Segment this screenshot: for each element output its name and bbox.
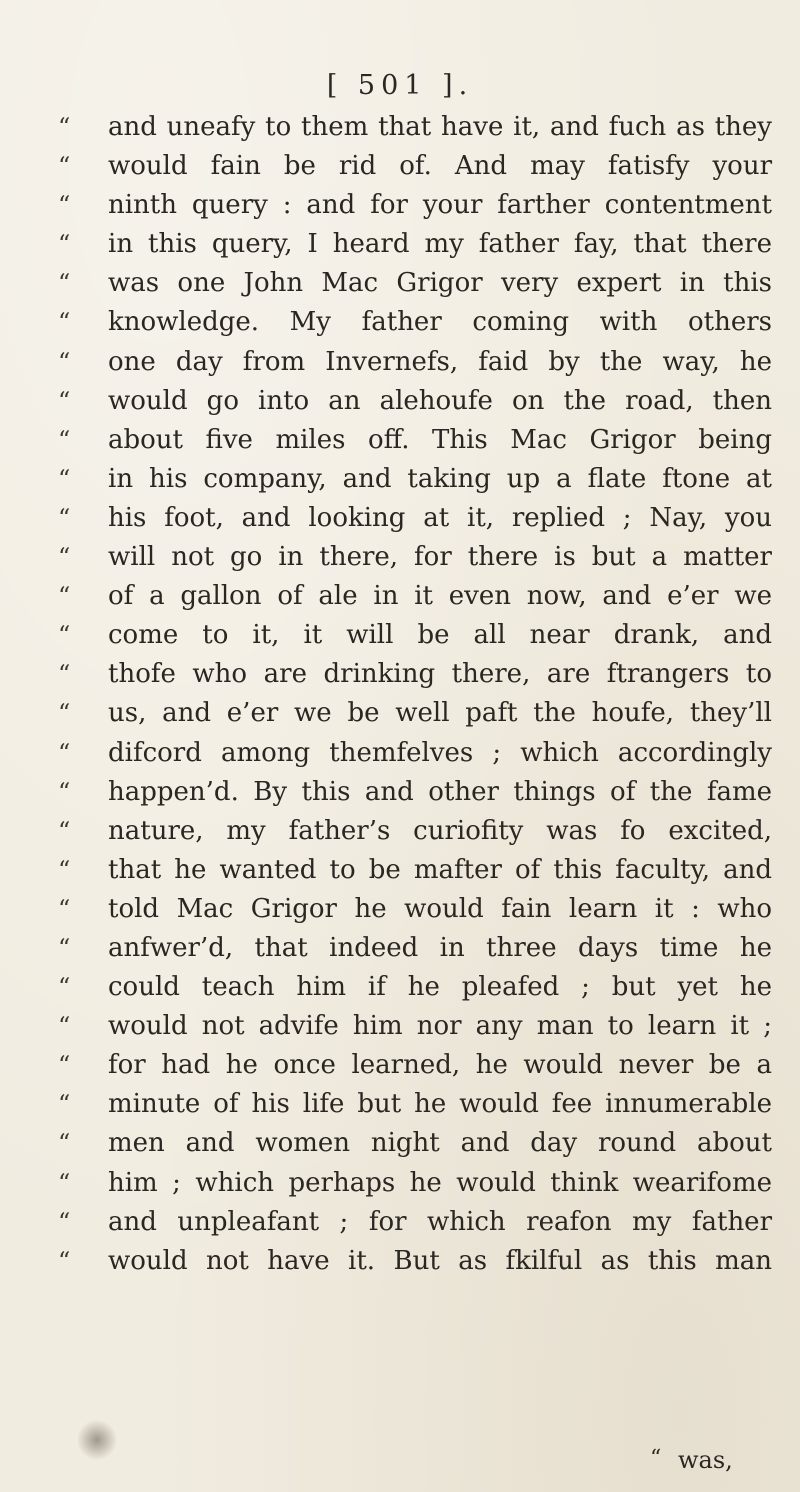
text-line [58, 616, 772, 655]
line-text: knowledge. My father coming with others [108, 307, 772, 338]
text-line [58, 968, 772, 1007]
quote-mark: “ [58, 738, 71, 767]
line-text: that he wanted to be mafter of this faculty, and [108, 854, 772, 885]
quote-mark: “ [650, 1446, 662, 1471]
text-line [58, 421, 772, 460]
line-text: would fain be rid of. And may fatisfy your [108, 151, 772, 182]
line-text: will not go in there, for there is but a matter [108, 542, 772, 573]
text-line [58, 734, 772, 773]
quote-mark: “ [58, 582, 71, 611]
text-line [58, 1203, 772, 1242]
quote-mark: “ [58, 1246, 71, 1275]
line-text: minute of his life but he would fee innumerable [108, 1089, 772, 1120]
line-text: anfwer’d, that indeed in three days time he [108, 932, 772, 963]
line-text: was one John Mac Grigor very expert in this [108, 268, 772, 299]
quote-mark: “ [58, 894, 71, 923]
text-line [58, 1164, 772, 1203]
text-line [58, 929, 772, 968]
line-text: ninth query : and for your farther contentment [108, 190, 772, 221]
text-line [58, 186, 772, 225]
quote-mark: “ [58, 191, 71, 220]
line-text: would go into an alehoufe on the road, then [108, 385, 772, 416]
line-text: for had he once learned, he would never be a [108, 1050, 772, 1081]
text-line [58, 773, 772, 812]
quote-mark: “ [58, 152, 71, 181]
quote-mark: “ [58, 308, 71, 337]
quote-mark: “ [58, 347, 71, 376]
text-line [58, 1085, 772, 1124]
quote-mark: “ [58, 1168, 71, 1197]
line-text: one day from Invernefs, faid by the way, he [108, 346, 772, 377]
quote-mark: “ [58, 933, 71, 962]
quote-mark: “ [58, 543, 71, 572]
line-text: would not have it. But as fkilful as this man [108, 1245, 772, 1276]
line-text: come to it, it will be all near drank, and [108, 620, 772, 651]
text-line [58, 147, 772, 186]
text-line [58, 264, 772, 303]
text-line [58, 655, 772, 694]
quote-mark: “ [58, 1051, 71, 1080]
text-line [58, 1046, 772, 1085]
text-line [58, 1007, 772, 1046]
line-text: us, and e’er we be well paft the houfe, they’ll [108, 698, 772, 729]
line-text: thofe who are drinking there, are ftrangers to [108, 659, 772, 690]
line-text: happen’d. By this and other things of the fame [108, 776, 772, 807]
line-text: could teach him if he pleafed ; but yet he [108, 972, 772, 1003]
quote-mark: “ [58, 855, 71, 884]
line-text: about five miles off. This Mac Grigor being [108, 424, 772, 455]
line-text: and uneafy to them that have it, and fuch as they [108, 112, 772, 142]
line-text: in this query, I heard my father fay, that there [108, 229, 772, 260]
quote-mark: “ [58, 425, 71, 454]
line-text: his foot, and looking at it, replied ; Nay, you [108, 502, 772, 533]
text-line [58, 108, 772, 147]
line-text: him ; which perhaps he would think wearifome [108, 1167, 772, 1198]
quote-mark: “ [58, 113, 71, 141]
page-number: [ 501 ]. [326, 70, 474, 101]
quote-mark: “ [58, 1207, 71, 1236]
text-line [58, 812, 772, 851]
text-line [58, 538, 772, 577]
line-text: of a gallon of ale in it even now, and e’er we [108, 581, 772, 612]
quote-mark: “ [58, 1012, 71, 1041]
text-line [58, 460, 772, 499]
text-line [58, 382, 772, 421]
text-line [58, 499, 772, 538]
line-text: told Mac Grigor he would fain learn it : who [108, 893, 772, 924]
text-line [58, 303, 772, 342]
text-line [58, 1242, 772, 1281]
text-line [58, 225, 772, 264]
ink-smudge [78, 1418, 116, 1462]
quote-mark: “ [58, 269, 71, 298]
line-text: nature, my father’s curiofity was fo excited, [108, 815, 772, 846]
quote-mark: “ [58, 621, 71, 650]
quote-mark: “ [58, 503, 71, 532]
line-text: men and women night and day round about [108, 1128, 772, 1159]
quote-mark: “ [58, 464, 71, 493]
quote-mark: “ [58, 1129, 71, 1158]
line-text: in his company, and taking up a flate ftone at [108, 463, 772, 494]
line-text: would not advife him nor any man to learn it ; [108, 1011, 772, 1042]
quote-mark: “ [58, 816, 71, 845]
line-text: and unpleafant ; for which reafon my father [108, 1206, 772, 1237]
quote-mark: “ [58, 973, 71, 1002]
quote-mark: “ [58, 386, 71, 415]
quote-mark: “ [58, 699, 71, 728]
text-block [58, 108, 772, 1281]
text-line [58, 851, 772, 890]
quote-mark: “ [58, 777, 71, 806]
text-line [58, 577, 772, 616]
catchword: was, [678, 1446, 733, 1474]
text-line [58, 694, 772, 733]
quote-mark: “ [58, 660, 71, 689]
text-line [58, 890, 772, 929]
quote-mark: “ [58, 230, 71, 259]
quote-mark: “ [58, 1090, 71, 1119]
line-text: difcord among themfelves ; which accordingly [108, 737, 772, 768]
text-line [58, 1124, 772, 1163]
text-line [58, 343, 772, 382]
catchword-line [0, 1442, 800, 1482]
